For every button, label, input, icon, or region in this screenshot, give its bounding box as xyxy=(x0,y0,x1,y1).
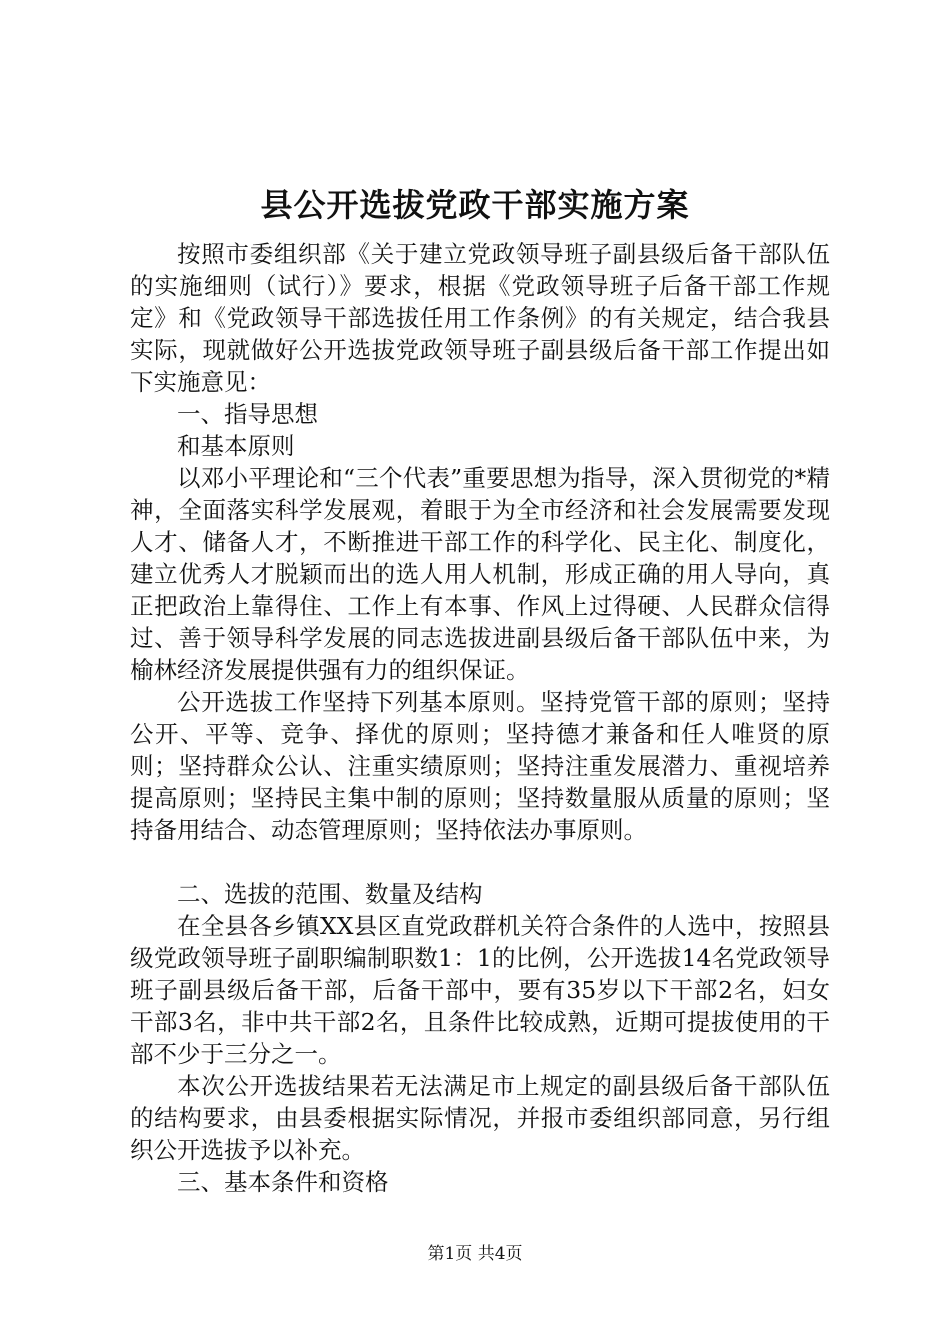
section-heading-1-continued: 和基本原则 xyxy=(177,432,295,460)
paragraph-supplement: 本次公开选拔结果若无法满足市上规定的副县级后备干部队伍的结构要求，由县委根据实际情况，并报市委组织部同意，另行组织公开选拔予以补充。 xyxy=(130,1072,830,1164)
paragraph-scope-quantity: 在全县各乡镇XX县区直党政群机关符合条件的人选中，按照县级党政领导班子副职编制职数1：1的比例，公开选拔14名党政领导班子副县级后备干部，后备干部中，要有35岁以下干部2名，妇女干部3名，非中共干部2名，且条件比较成熟，近期可提拔使用的干部不少于三分之一。 xyxy=(130,912,830,1068)
page-footer: 第1页 共4页 xyxy=(427,1244,523,1264)
paragraph-basic-principles: 公开选拔工作坚持下列基本原则。坚持党管干部的原则；坚持公开、平等、竞争、择优的原则；坚持德才兼备和任人唯贤的原则；坚持群众公认、注重实绩原则；坚持注重发展潜力、重视培养提高原则；坚持民主集中制的原则；坚持数量服从质量的原则；坚持备用结合、动态管理原则；坚持依法办事原则。 xyxy=(130,688,830,844)
section-heading-1: 一、指导思想 xyxy=(177,400,318,428)
section-heading-3: 三、基本条件和资格 xyxy=(177,1168,389,1196)
document-body xyxy=(130,238,830,1198)
paragraph-guiding-ideology: 以邓小平理论和“三个代表”重要思想为指导，深入贯彻党的*精神，全面落实科学发展观，着眼于为全市经济和社会发展需要发现人才、储备人才，不断推进干部工作的科学化、民主化、制度化，建立优秀人才脱颖而出的选人用人机制，形成正确的用人导向，真正把政治上靠得住、工作上有本事、作风上过得硬、人民群众信得过、善于领导科学发展的同志选拔进副县级后备干部队伍中来，为榆林经济发展提供强有力的组织保证。 xyxy=(130,464,830,684)
document-title: 县公开选拔党政干部实施方案 xyxy=(260,186,690,224)
paragraph-intro: 按照市委组织部《关于建立党政领导班子副县级后备干部队伍的实施细则（试行）》要求，根据《党政领导班子后备干部工作规定》和《党政领导干部选拔任用工作条例》的有关规定，结合我县实际，现就做好公开选拔党政领导班子副县级后备干部工作提出如下实施意见： xyxy=(130,240,830,396)
section-heading-2: 二、选拔的范围、数量及结构 xyxy=(177,880,483,908)
